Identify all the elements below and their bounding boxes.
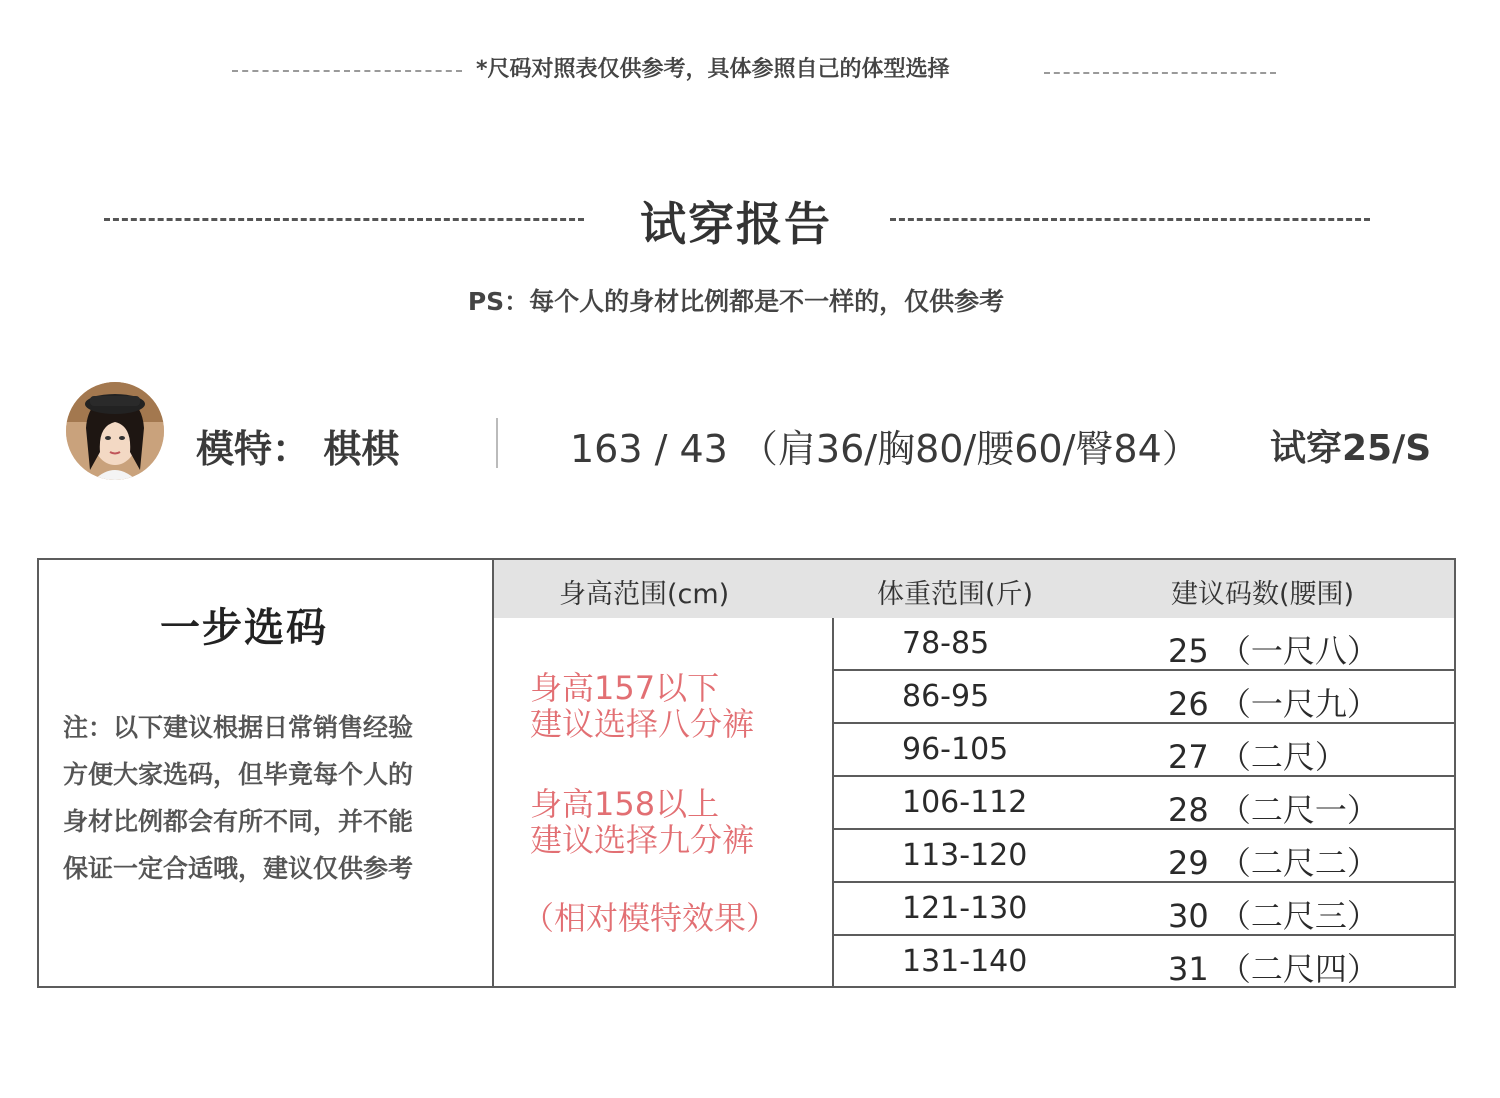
- size-cell: 28 （二尺一）: [1168, 791, 1379, 829]
- size-cell: 27 （二尺）: [1168, 738, 1347, 776]
- advice-tall-height: 身高158以上: [530, 785, 720, 823]
- weight-cell: 86-95: [902, 679, 990, 714]
- table-row: [834, 777, 1456, 830]
- weight-cell: 121-130: [902, 891, 1028, 926]
- size-reference-note: *尺码对照表仅供参考，具体参照自己的体型选择: [476, 57, 950, 82]
- note-line: 注：以下建议根据日常销售经验: [63, 713, 414, 742]
- table-row: [834, 724, 1456, 777]
- size-rows: [834, 618, 1456, 988]
- advice-short-suggestion: 建议选择八分裤: [530, 705, 755, 743]
- page-title: 试穿报告: [640, 197, 832, 251]
- advice-tall-suggestion: 建议选择九分裤: [530, 821, 755, 859]
- note-line: 保证一定合适哦，建议仅供参考: [63, 854, 414, 883]
- weight-cell: 96-105: [902, 732, 1009, 767]
- model-avatar: [66, 382, 164, 480]
- weight-cell: 106-112: [902, 785, 1028, 820]
- top-note-left-divider: [232, 70, 462, 72]
- size-cell: 25 （一尺八）: [1168, 632, 1379, 670]
- table-row: [834, 936, 1456, 989]
- weight-cell: 78-85: [902, 626, 990, 661]
- model-row-separator: [496, 418, 498, 468]
- weight-cell: 113-120: [902, 838, 1028, 873]
- table-row: [834, 883, 1456, 936]
- title-right-divider: [890, 218, 1370, 221]
- weight-cell: 131-140: [902, 944, 1028, 979]
- table-row: [834, 671, 1456, 724]
- size-table-intro: [39, 560, 494, 986]
- table-row: [834, 618, 1456, 671]
- header-height-range: 身高范围(cm): [559, 579, 730, 610]
- height-advice-column: [494, 618, 834, 988]
- model-name: 模特： 棋棋: [196, 427, 400, 471]
- header-suggested-size: 建议码数(腰围): [1171, 579, 1355, 610]
- note-line: 方便大家选码，但毕竟每个人的: [63, 760, 414, 789]
- size-cell: 29 （二尺二）: [1168, 844, 1379, 882]
- model-photo-icon: [66, 382, 164, 480]
- note-line: 身材比例都会有所不同，并不能: [63, 807, 414, 836]
- size-table: [37, 558, 1456, 988]
- table-row: [834, 830, 1456, 883]
- top-note-right-divider: [1044, 72, 1276, 74]
- size-cell: 31 （二尺四）: [1168, 950, 1379, 988]
- advice-model-effect: （相对模特效果）: [522, 899, 779, 937]
- advice-short-height: 身高157以下: [530, 669, 720, 707]
- step-title: 一步选码: [160, 605, 328, 651]
- model-try-on-size: 试穿25/S: [1270, 428, 1432, 469]
- size-cell: 26 （一尺九）: [1168, 685, 1379, 723]
- model-measurements: 163 / 43 （肩36/胸80/腰60/臀84）: [570, 427, 1200, 471]
- size-cell: 30 （二尺三）: [1168, 897, 1379, 935]
- header-weight-range: 体重范围(斤): [877, 579, 1034, 610]
- ps-note: PS：每个人的身材比例都是不一样的，仅供参考: [467, 287, 1005, 316]
- size-advice-notes: [63, 704, 483, 892]
